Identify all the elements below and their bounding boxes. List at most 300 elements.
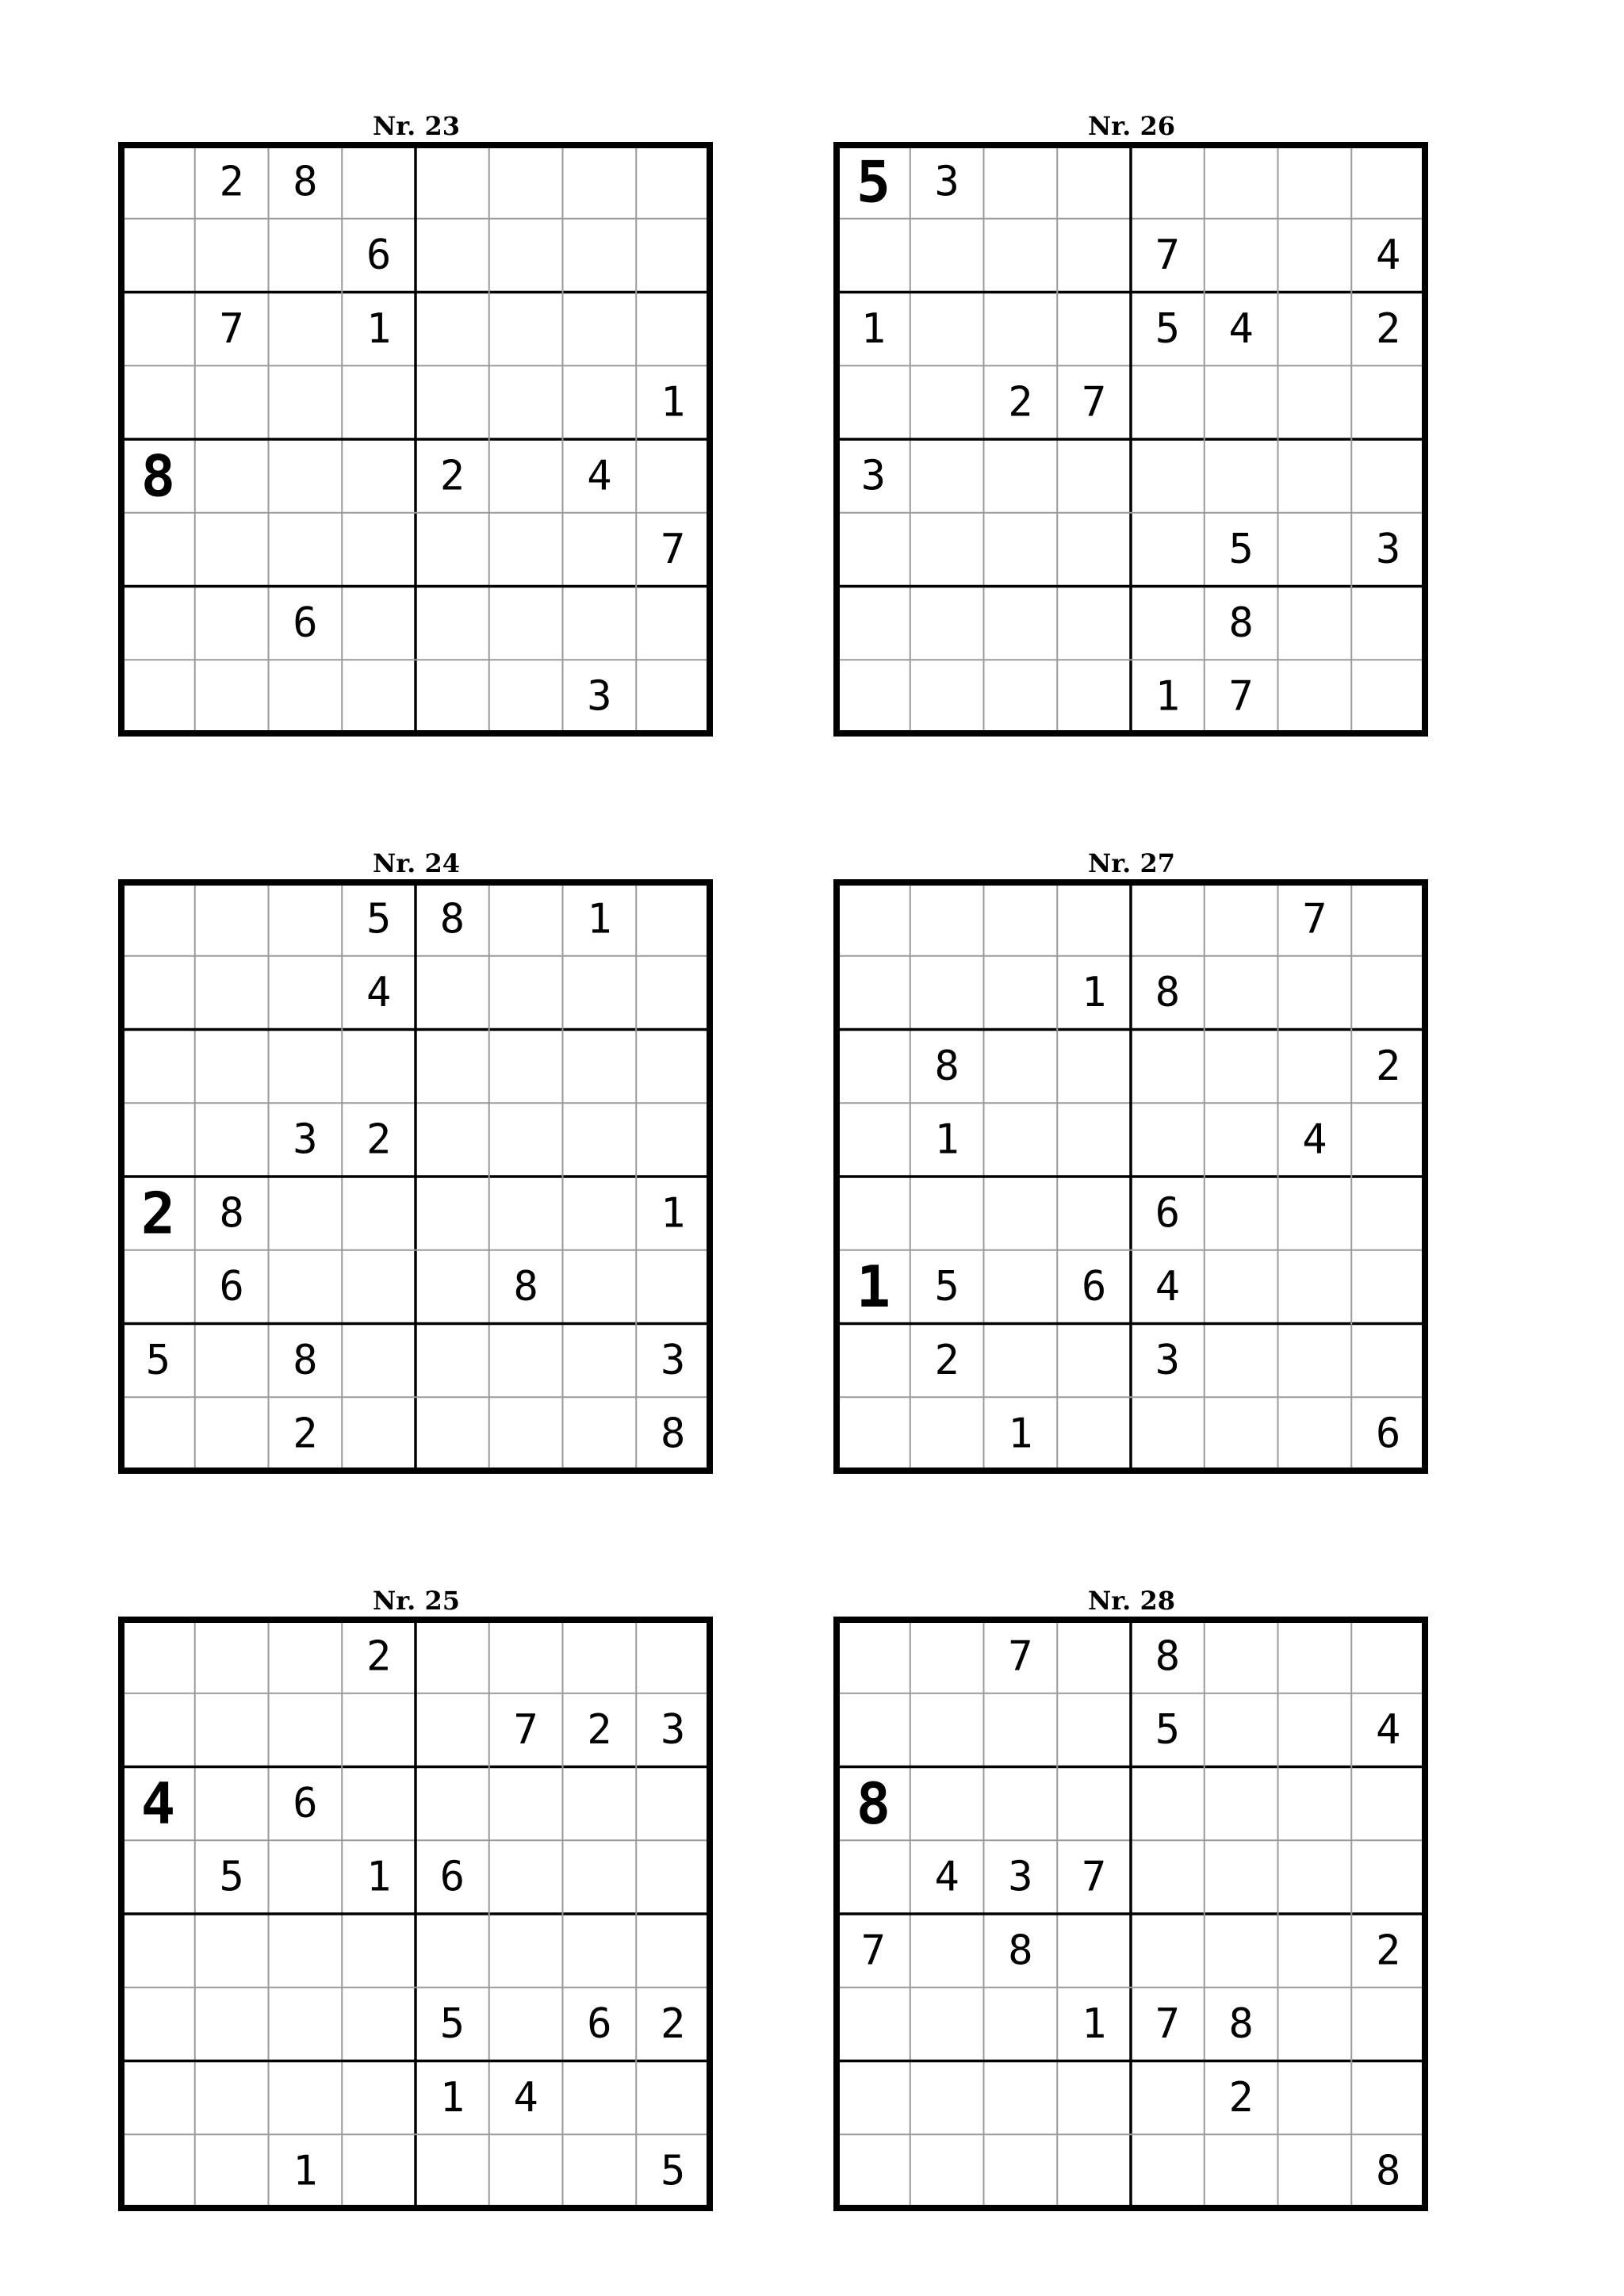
grid-cell[interactable] bbox=[342, 2134, 416, 2208]
grid-cell[interactable] bbox=[1205, 1324, 1278, 1398]
grid-cell[interactable] bbox=[1131, 1767, 1205, 1841]
grid-cell[interactable] bbox=[416, 513, 489, 587]
grid-cell[interactable] bbox=[121, 1397, 195, 1471]
grid-cell[interactable] bbox=[342, 1397, 416, 1471]
grid-cell[interactable] bbox=[195, 1620, 269, 1693]
grid-cell[interactable] bbox=[984, 1767, 1058, 1841]
grid-cell[interactable] bbox=[342, 1030, 416, 1104]
grid-cell[interactable] bbox=[1131, 587, 1205, 660]
grid-cell[interactable] bbox=[984, 145, 1058, 219]
grid-cell[interactable] bbox=[269, 1177, 343, 1250]
grid-cell[interactable] bbox=[837, 587, 910, 660]
grid-cell[interactable] bbox=[1278, 1620, 1352, 1693]
grid-cell[interactable] bbox=[489, 1988, 563, 2061]
grid-cell[interactable] bbox=[416, 1177, 489, 1250]
grid-cell[interactable] bbox=[416, 1767, 489, 1841]
grid-cell[interactable] bbox=[1205, 1693, 1278, 1767]
grid-cell[interactable] bbox=[121, 956, 195, 1030]
grid-cell[interactable] bbox=[837, 1693, 910, 1767]
grid-cell[interactable] bbox=[837, 1177, 910, 1250]
grid-cell[interactable] bbox=[984, 1988, 1058, 2061]
grid-cell[interactable] bbox=[910, 660, 984, 733]
grid-cell[interactable] bbox=[342, 1693, 416, 1767]
grid-cell[interactable] bbox=[1057, 1397, 1131, 1471]
grid-cell[interactable] bbox=[1351, 145, 1425, 219]
grid-cell[interactable] bbox=[342, 145, 416, 219]
grid-cell[interactable] bbox=[416, 365, 489, 439]
grid-cell[interactable] bbox=[195, 1988, 269, 2061]
grid-cell[interactable] bbox=[489, 956, 563, 1030]
grid-cell[interactable] bbox=[269, 956, 343, 1030]
grid-cell[interactable] bbox=[984, 956, 1058, 1030]
grid-cell[interactable] bbox=[195, 365, 269, 439]
grid-cell[interactable] bbox=[984, 2061, 1058, 2135]
grid-cell[interactable] bbox=[563, 587, 637, 660]
grid-cell[interactable] bbox=[416, 956, 489, 1030]
grid-cell[interactable] bbox=[984, 1324, 1058, 1398]
grid-cell[interactable] bbox=[121, 1988, 195, 2061]
grid-cell[interactable] bbox=[1278, 1767, 1352, 1841]
grid-cell[interactable] bbox=[269, 1693, 343, 1767]
grid-cell[interactable] bbox=[984, 1693, 1058, 1767]
grid-cell[interactable] bbox=[636, 1103, 710, 1177]
grid-cell[interactable] bbox=[195, 1397, 269, 1471]
grid-cell[interactable] bbox=[1278, 1693, 1352, 1767]
grid-cell[interactable] bbox=[121, 293, 195, 366]
grid-cell[interactable] bbox=[489, 1914, 563, 1988]
grid-cell[interactable] bbox=[342, 1250, 416, 1324]
cell-digit: 4 bbox=[1375, 232, 1401, 280]
grid-cell[interactable] bbox=[489, 2134, 563, 2208]
grid-cell[interactable] bbox=[1131, 365, 1205, 439]
grid-cell[interactable] bbox=[563, 1914, 637, 1988]
grid-cell[interactable] bbox=[1351, 365, 1425, 439]
grid-cell[interactable] bbox=[910, 1397, 984, 1471]
grid-cell[interactable] bbox=[563, 365, 637, 439]
grid-cell[interactable] bbox=[1205, 1840, 1278, 1914]
grid-cell[interactable] bbox=[636, 2061, 710, 2135]
grid-cell[interactable] bbox=[1057, 2134, 1131, 2208]
grid-cell[interactable] bbox=[121, 365, 195, 439]
grid-cell[interactable] bbox=[489, 293, 563, 366]
grid-cell[interactable] bbox=[910, 2061, 984, 2135]
grid-cell[interactable] bbox=[563, 1177, 637, 1250]
grid-cell[interactable] bbox=[837, 1030, 910, 1104]
grid-cell[interactable] bbox=[269, 1030, 343, 1104]
grid-cell[interactable] bbox=[1278, 2061, 1352, 2135]
grid-cell[interactable] bbox=[269, 1914, 343, 1988]
grid-cell[interactable] bbox=[342, 439, 416, 513]
grid-cell[interactable] bbox=[1351, 1620, 1425, 1693]
grid-cell[interactable] bbox=[636, 882, 710, 956]
grid-cell[interactable] bbox=[636, 145, 710, 219]
grid-cell[interactable] bbox=[1131, 1103, 1205, 1177]
grid-cell[interactable] bbox=[563, 145, 637, 219]
grid-cell[interactable] bbox=[1205, 1397, 1278, 1471]
cell-digit: 3 bbox=[1008, 1853, 1033, 1901]
grid-cell[interactable] bbox=[195, 2134, 269, 2208]
grid-cell[interactable] bbox=[1131, 1030, 1205, 1104]
grid-cell[interactable] bbox=[416, 1030, 489, 1104]
grid-cell[interactable] bbox=[910, 513, 984, 587]
grid-cell[interactable] bbox=[195, 1324, 269, 1398]
grid-cell[interactable] bbox=[563, 956, 637, 1030]
grid-cell[interactable] bbox=[984, 587, 1058, 660]
grid-cell[interactable] bbox=[837, 1840, 910, 1914]
grid-cell[interactable] bbox=[1057, 1767, 1131, 1841]
grid-cell[interactable] bbox=[195, 219, 269, 293]
grid-cell[interactable] bbox=[269, 2061, 343, 2135]
grid-cell[interactable] bbox=[837, 219, 910, 293]
grid-cell[interactable] bbox=[636, 1767, 710, 1841]
grid-cell[interactable] bbox=[489, 365, 563, 439]
grid-cell[interactable] bbox=[1351, 2061, 1425, 2135]
grid-cell[interactable] bbox=[1205, 1177, 1278, 1250]
grid-cell[interactable] bbox=[121, 1030, 195, 1104]
grid-cell[interactable] bbox=[269, 1840, 343, 1914]
grid-cell[interactable] bbox=[636, 587, 710, 660]
grid-cell[interactable] bbox=[489, 1324, 563, 1398]
grid-cell[interactable] bbox=[195, 513, 269, 587]
grid-cell[interactable] bbox=[1278, 293, 1352, 366]
grid-cell[interactable] bbox=[121, 2061, 195, 2135]
grid-cell[interactable] bbox=[837, 956, 910, 1030]
grid-cell[interactable] bbox=[563, 2061, 637, 2135]
grid-cell[interactable] bbox=[121, 1620, 195, 1693]
grid-cell[interactable] bbox=[1057, 1177, 1131, 1250]
grid-cell[interactable] bbox=[1057, 882, 1131, 956]
grid-cell[interactable] bbox=[1278, 1250, 1352, 1324]
grid-cell[interactable] bbox=[195, 882, 269, 956]
grid-cell[interactable] bbox=[121, 1250, 195, 1324]
grid-cell[interactable] bbox=[984, 660, 1058, 733]
grid-cell[interactable] bbox=[910, 293, 984, 366]
grid-cell[interactable] bbox=[1131, 882, 1205, 956]
grid-cell[interactable] bbox=[121, 1840, 195, 1914]
grid-cell[interactable] bbox=[984, 1030, 1058, 1104]
grid-cell[interactable] bbox=[837, 1988, 910, 2061]
grid-cell[interactable] bbox=[416, 1324, 489, 1398]
grid-cell[interactable] bbox=[416, 2134, 489, 2208]
grid-cell[interactable] bbox=[1205, 145, 1278, 219]
grid-cell[interactable] bbox=[1205, 1620, 1278, 1693]
grid-cell[interactable] bbox=[121, 587, 195, 660]
grid-cell[interactable] bbox=[269, 293, 343, 366]
grid-cell[interactable] bbox=[269, 882, 343, 956]
grid-cell[interactable] bbox=[1278, 1324, 1352, 1398]
grid-cell[interactable] bbox=[195, 660, 269, 733]
grid-cell[interactable] bbox=[416, 293, 489, 366]
grid-cell[interactable] bbox=[984, 293, 1058, 366]
grid-cell[interactable] bbox=[342, 1914, 416, 1988]
grid-cell[interactable] bbox=[121, 660, 195, 733]
grid-cell[interactable] bbox=[1205, 1103, 1278, 1177]
grid-cell[interactable] bbox=[910, 219, 984, 293]
grid-cell[interactable] bbox=[195, 956, 269, 1030]
grid-cell[interactable] bbox=[1131, 145, 1205, 219]
grid-cell[interactable] bbox=[342, 660, 416, 733]
grid-cell[interactable] bbox=[1057, 513, 1131, 587]
grid-cell[interactable] bbox=[910, 1693, 984, 1767]
grid-cell[interactable] bbox=[195, 439, 269, 513]
grid-cell[interactable] bbox=[910, 2134, 984, 2208]
grid-cell[interactable] bbox=[1057, 2061, 1131, 2135]
grid-cell[interactable] bbox=[1278, 145, 1352, 219]
grid-cell[interactable] bbox=[636, 1840, 710, 1914]
grid-cell[interactable] bbox=[269, 1988, 343, 2061]
grid-cell[interactable] bbox=[1278, 1177, 1352, 1250]
grid-cell[interactable] bbox=[984, 1177, 1058, 1250]
grid-cell[interactable] bbox=[910, 956, 984, 1030]
grid-cell[interactable] bbox=[1278, 1030, 1352, 1104]
grid-cell[interactable] bbox=[1057, 219, 1131, 293]
grid-cell[interactable] bbox=[1205, 1250, 1278, 1324]
grid-cell[interactable] bbox=[1057, 1324, 1131, 1398]
grid-cell[interactable] bbox=[1278, 587, 1352, 660]
grid-cell[interactable] bbox=[342, 1177, 416, 1250]
cell-digit: 2 bbox=[366, 1115, 392, 1164]
grid-cell[interactable] bbox=[563, 513, 637, 587]
grid-cell[interactable] bbox=[984, 1103, 1058, 1177]
grid-cell[interactable] bbox=[837, 513, 910, 587]
grid-cell[interactable] bbox=[837, 365, 910, 439]
grid-cell[interactable] bbox=[563, 1103, 637, 1177]
grid-cell[interactable] bbox=[1278, 513, 1352, 587]
grid-cell[interactable] bbox=[416, 219, 489, 293]
grid-cell[interactable] bbox=[837, 882, 910, 956]
grid-cell[interactable] bbox=[121, 2134, 195, 2208]
grid-cell[interactable] bbox=[636, 1914, 710, 1988]
grid-cell[interactable] bbox=[269, 660, 343, 733]
grid-cell[interactable] bbox=[269, 513, 343, 587]
grid-cell[interactable] bbox=[1205, 365, 1278, 439]
grid-cell[interactable] bbox=[636, 660, 710, 733]
grid-cell[interactable] bbox=[1351, 956, 1425, 1030]
grid-cell[interactable] bbox=[121, 882, 195, 956]
grid-cell[interactable] bbox=[910, 1914, 984, 1988]
grid-cell[interactable] bbox=[984, 2134, 1058, 2208]
grid-cell[interactable] bbox=[195, 2061, 269, 2135]
grid-cell[interactable] bbox=[416, 660, 489, 733]
grid-cell[interactable] bbox=[1057, 660, 1131, 733]
grid-cell[interactable] bbox=[1131, 2134, 1205, 2208]
grid-cell[interactable] bbox=[837, 660, 910, 733]
grid-cell[interactable] bbox=[195, 1914, 269, 1988]
grid-cell[interactable] bbox=[636, 956, 710, 1030]
grid-cell[interactable] bbox=[910, 1177, 984, 1250]
grid-cell[interactable] bbox=[837, 1397, 910, 1471]
grid-cell[interactable] bbox=[1351, 660, 1425, 733]
grid-cell[interactable] bbox=[1057, 293, 1131, 366]
grid-cell[interactable] bbox=[1131, 1840, 1205, 1914]
grid-cell[interactable] bbox=[1057, 145, 1131, 219]
grid-cell[interactable] bbox=[489, 1103, 563, 1177]
grid-cell[interactable] bbox=[910, 1988, 984, 2061]
grid-cell[interactable] bbox=[563, 1767, 637, 1841]
grid-cell[interactable] bbox=[563, 2134, 637, 2208]
grid-cell[interactable] bbox=[416, 1103, 489, 1177]
grid-cell[interactable] bbox=[489, 1620, 563, 1693]
grid-cell[interactable] bbox=[269, 1250, 343, 1324]
grid-cell[interactable] bbox=[416, 1914, 489, 1988]
grid-cell[interactable] bbox=[195, 587, 269, 660]
grid-cell[interactable] bbox=[837, 1103, 910, 1177]
grid-cell[interactable] bbox=[563, 1030, 637, 1104]
grid-cell[interactable] bbox=[1278, 1988, 1352, 2061]
grid-cell[interactable] bbox=[1205, 882, 1278, 956]
grid-cell[interactable] bbox=[269, 219, 343, 293]
grid-cell[interactable] bbox=[1351, 1767, 1425, 1841]
grid-cell[interactable] bbox=[121, 513, 195, 587]
grid-cell[interactable] bbox=[636, 1250, 710, 1324]
grid-cell[interactable] bbox=[984, 1250, 1058, 1324]
grid-cell[interactable] bbox=[489, 513, 563, 587]
grid-cell[interactable] bbox=[910, 587, 984, 660]
grid-cell[interactable] bbox=[489, 1177, 563, 1250]
grid-cell[interactable] bbox=[489, 1397, 563, 1471]
grid-cell[interactable] bbox=[342, 513, 416, 587]
grid-cell[interactable] bbox=[121, 219, 195, 293]
grid-cell[interactable] bbox=[1205, 219, 1278, 293]
grid-cell[interactable] bbox=[910, 1620, 984, 1693]
grid-cell[interactable] bbox=[342, 1988, 416, 2061]
grid-cell[interactable] bbox=[1057, 587, 1131, 660]
grid-cell[interactable] bbox=[121, 145, 195, 219]
grid-cell[interactable] bbox=[837, 1324, 910, 1398]
cell-digit: 6 bbox=[293, 599, 318, 647]
grid-cell[interactable] bbox=[416, 1397, 489, 1471]
grid-cell[interactable] bbox=[121, 1103, 195, 1177]
grid-cell[interactable] bbox=[1131, 513, 1205, 587]
grid-cell[interactable] bbox=[489, 145, 563, 219]
grid-cell[interactable] bbox=[1351, 1324, 1425, 1398]
grid-cell[interactable] bbox=[489, 587, 563, 660]
grid-cell[interactable] bbox=[1205, 439, 1278, 513]
grid-cell[interactable] bbox=[342, 365, 416, 439]
grid-cell[interactable] bbox=[1131, 1397, 1205, 1471]
grid-cell[interactable] bbox=[837, 2061, 910, 2135]
grid-cell[interactable] bbox=[342, 1324, 416, 1398]
grid-cell[interactable] bbox=[195, 1767, 269, 1841]
grid-cell[interactable] bbox=[195, 1103, 269, 1177]
grid-cell[interactable] bbox=[636, 1030, 710, 1104]
grid-cell[interactable] bbox=[1057, 1693, 1131, 1767]
grid-cell[interactable] bbox=[910, 439, 984, 513]
grid-cell[interactable] bbox=[489, 660, 563, 733]
grid-cell[interactable] bbox=[342, 2061, 416, 2135]
grid-cell[interactable] bbox=[1278, 219, 1352, 293]
grid-cell[interactable] bbox=[1131, 1914, 1205, 1988]
grid-cell[interactable] bbox=[563, 1620, 637, 1693]
grid-cell[interactable] bbox=[416, 145, 489, 219]
puzzle-title: Nr. 25 bbox=[373, 1586, 460, 1616]
grid-cell[interactable] bbox=[1351, 1177, 1425, 1250]
grid-cell[interactable] bbox=[269, 365, 343, 439]
grid-cell[interactable] bbox=[984, 513, 1058, 587]
grid-cell[interactable] bbox=[1205, 1030, 1278, 1104]
grid-cell[interactable] bbox=[121, 1693, 195, 1767]
grid-cell[interactable] bbox=[1278, 365, 1352, 439]
grid-cell[interactable] bbox=[1351, 1103, 1425, 1177]
grid-cell[interactable] bbox=[1278, 2134, 1352, 2208]
grid-cell[interactable] bbox=[563, 219, 637, 293]
grid-cell[interactable] bbox=[636, 1620, 710, 1693]
grid-cell[interactable] bbox=[489, 1840, 563, 1914]
grid-cell[interactable] bbox=[1278, 1840, 1352, 1914]
grid-cell[interactable] bbox=[984, 439, 1058, 513]
grid-cell[interactable] bbox=[1278, 1914, 1352, 1988]
grid-cell[interactable] bbox=[910, 1767, 984, 1841]
grid-cell[interactable] bbox=[984, 219, 1058, 293]
grid-cell[interactable] bbox=[563, 1250, 637, 1324]
grid-cell[interactable] bbox=[837, 1620, 910, 1693]
grid-cell[interactable] bbox=[1057, 1620, 1131, 1693]
grid-cell[interactable] bbox=[1278, 1397, 1352, 1471]
grid-cell[interactable] bbox=[269, 1620, 343, 1693]
grid-cell[interactable] bbox=[269, 439, 343, 513]
cell-digit: 1 bbox=[660, 1189, 686, 1238]
grid-cell[interactable] bbox=[837, 2134, 910, 2208]
grid-cell[interactable] bbox=[342, 1767, 416, 1841]
grid-cell[interactable] bbox=[1351, 439, 1425, 513]
grid-cell[interactable] bbox=[1057, 1030, 1131, 1104]
grid-cell[interactable] bbox=[563, 1840, 637, 1914]
cell-digit: 1 bbox=[1081, 2000, 1107, 2049]
grid-cell[interactable] bbox=[1205, 956, 1278, 1030]
grid-cell[interactable] bbox=[1351, 1250, 1425, 1324]
grid-cell[interactable] bbox=[416, 1620, 489, 1693]
grid-cell[interactable] bbox=[195, 1030, 269, 1104]
grid-cell[interactable] bbox=[1351, 1840, 1425, 1914]
grid-cell[interactable] bbox=[1278, 439, 1352, 513]
grid-cell[interactable] bbox=[1351, 1988, 1425, 2061]
grid-cell[interactable] bbox=[636, 439, 710, 513]
grid-cell[interactable] bbox=[1057, 1914, 1131, 1988]
grid-cell[interactable] bbox=[1131, 439, 1205, 513]
grid-cell[interactable] bbox=[1278, 660, 1352, 733]
grid-cell[interactable] bbox=[636, 219, 710, 293]
grid-cell[interactable] bbox=[489, 1767, 563, 1841]
grid-cell[interactable] bbox=[563, 1324, 637, 1398]
grid-cell[interactable] bbox=[1131, 2061, 1205, 2135]
grid-cell[interactable] bbox=[416, 1250, 489, 1324]
grid-cell[interactable] bbox=[910, 882, 984, 956]
grid-cell[interactable] bbox=[563, 293, 637, 366]
grid-cell[interactable] bbox=[489, 219, 563, 293]
grid-cell[interactable] bbox=[910, 365, 984, 439]
cell-digit: 8 bbox=[660, 1410, 686, 1458]
grid-cell[interactable] bbox=[636, 293, 710, 366]
grid-cell[interactable] bbox=[416, 587, 489, 660]
grid-cell[interactable] bbox=[1278, 956, 1352, 1030]
grid-cell[interactable] bbox=[1205, 2134, 1278, 2208]
grid-cell[interactable] bbox=[1351, 587, 1425, 660]
grid-cell[interactable] bbox=[563, 1397, 637, 1471]
grid-cell[interactable] bbox=[1057, 1103, 1131, 1177]
grid-cell[interactable] bbox=[1351, 882, 1425, 956]
grid-cell[interactable] bbox=[489, 1030, 563, 1104]
grid-cell[interactable] bbox=[1057, 439, 1131, 513]
grid-cell[interactable] bbox=[489, 439, 563, 513]
grid-cell[interactable] bbox=[416, 1693, 489, 1767]
grid-cell[interactable] bbox=[195, 1693, 269, 1767]
grid-cell[interactable] bbox=[489, 882, 563, 956]
grid-cell[interactable] bbox=[984, 882, 1058, 956]
grid-cell[interactable] bbox=[121, 1914, 195, 1988]
grid-cell[interactable] bbox=[342, 587, 416, 660]
grid-cell[interactable] bbox=[1205, 1767, 1278, 1841]
grid-cell[interactable] bbox=[1205, 1914, 1278, 1988]
